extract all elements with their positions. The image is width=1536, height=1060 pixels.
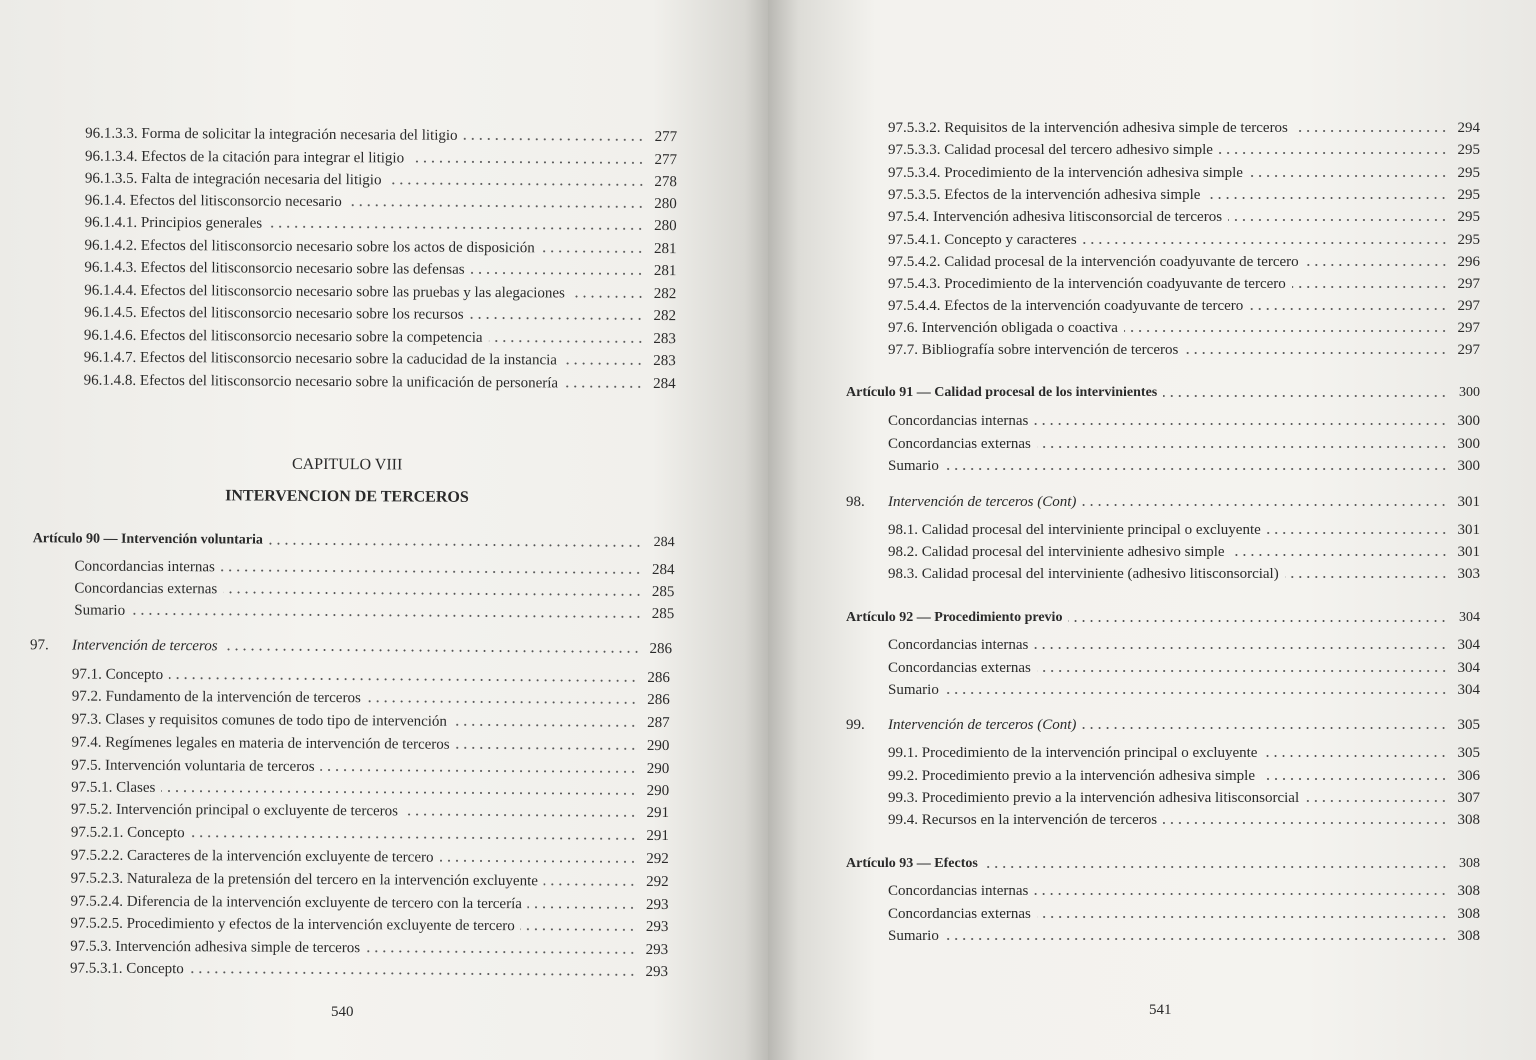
toc-entry-title: 96.1.4.1. Principios generales [84, 214, 263, 232]
toc-entry [71, 823, 669, 845]
toc-entry [888, 565, 1480, 583]
toc-entry-page: 281 [653, 262, 677, 280]
toc-entry [888, 543, 1480, 561]
toc-entry [74, 557, 674, 579]
toc-entry-title: Sumario [888, 458, 939, 474]
toc-entry-title: 97.7. Bibliografía sobre intervención de terceros [888, 342, 1179, 358]
toc-entry-title: Concordancias externas [888, 906, 1031, 922]
toc-entry-title: Artículo 93 — Efectos [846, 856, 978, 871]
toc-entry [84, 259, 676, 281]
toc-section-number: 97. [30, 637, 49, 654]
dot-leader [1037, 445, 1448, 449]
toc-entry [70, 892, 668, 914]
toc-entry [888, 521, 1480, 539]
dot-leader [1124, 329, 1448, 333]
dot-leader [1231, 553, 1448, 557]
toc-entry-title: 97.5.3.1. Concepto [70, 960, 184, 978]
toc-entry-page: 304 [1457, 660, 1480, 676]
toc-entry [71, 869, 669, 891]
toc-entry-page: 294 [1457, 120, 1480, 136]
dot-leader [410, 160, 645, 165]
toc-entry-page: 286 [647, 669, 670, 687]
dot-leader [464, 137, 646, 142]
toc-entry-page: 290 [646, 760, 670, 778]
toc-entry-title: 96.1.4. Efectos del litisconsorcio necesario [84, 192, 342, 211]
toc-entry-page: 304 [1459, 610, 1480, 625]
dot-leader [470, 316, 645, 321]
toc-entry-title: 97.5.4. Intervención adhesiva litisconsorcial de terceros [888, 209, 1223, 225]
toc-entry-page: 291 [646, 827, 669, 845]
toc-entry [888, 186, 1480, 204]
toc-section-heading [846, 493, 1480, 511]
toc-entry-page: 285 [651, 583, 675, 601]
dot-leader [1228, 218, 1448, 222]
toc-entry-page: 292 [646, 873, 669, 891]
toc-entry-page: 283 [653, 330, 676, 348]
toc-entry-title: 97.5.2.2. Caracteres de la intervención excluyente de tercero [70, 847, 434, 866]
toc-section-heading [30, 636, 672, 658]
toc-entry [888, 882, 1480, 900]
dot-leader [1285, 575, 1448, 579]
toc-entry-page: 305 [1457, 745, 1480, 761]
dot-leader [161, 789, 637, 796]
page-number: 540 [331, 1004, 354, 1020]
toc-entry-page: 290 [646, 737, 670, 755]
toc-entry-page: 291 [646, 804, 670, 822]
toc-entry-page: 293 [645, 896, 669, 914]
toc-entry-page: 301 [1457, 522, 1480, 538]
toc-entry-page: 295 [1457, 232, 1480, 248]
toc-entry [888, 457, 1480, 475]
toc-entry-title: 97.4. Regímenes legales en materia de intervención de terceros [71, 734, 450, 753]
toc-entry-page: 293 [645, 918, 669, 936]
toc-entry-page: 293 [645, 941, 669, 959]
toc-entry-page: 284 [651, 561, 675, 579]
dot-leader [1083, 241, 1448, 245]
toc-entry [85, 148, 677, 170]
dot-leader [544, 882, 637, 887]
toc-entry [84, 237, 676, 259]
toc-article-heading [846, 609, 1480, 627]
toc-entry [71, 756, 669, 778]
toc-entry-title: 96.1.4.3. Efectos del litisconsorcio necesario sobre las defensas [84, 259, 465, 278]
dot-leader [224, 647, 641, 654]
toc-entry-page: 280 [654, 196, 677, 213]
dot-leader [945, 691, 1448, 695]
toc-entry [84, 349, 676, 371]
toc-entry-title: 97.5.3.4. Procedimiento de la intervención adhesiva simple [888, 165, 1243, 181]
toc-entry-title: Sumario [888, 928, 939, 944]
toc-entry-title: Sumario [74, 602, 126, 619]
toc-entry [74, 579, 674, 601]
dot-leader [1292, 285, 1448, 289]
toc-entry-title: 99.4. Recursos en la intervención de terceros [888, 812, 1158, 828]
toc-entry [888, 744, 1480, 762]
toc-entry [84, 282, 676, 304]
dot-leader [471, 271, 645, 276]
dot-leader [945, 467, 1448, 471]
toc-entry-title: 96.1.4.7. Efectos del litisconsorcio necesario sobre la caducidad de la instancia [83, 349, 558, 369]
toc-entry [888, 767, 1480, 785]
toc-entry [888, 208, 1480, 226]
toc-article-heading [33, 530, 675, 552]
dot-leader [1294, 129, 1448, 133]
toc-entry [888, 789, 1480, 807]
toc-entry-page: 286 [649, 640, 673, 658]
toc-entry-page: 290 [646, 782, 670, 800]
chapter-subtitle: INTERVENCION DE TERCEROS [225, 487, 469, 506]
dot-leader [564, 384, 644, 388]
toc-entry [74, 601, 674, 623]
toc-entry-title: 99.3. Procedimiento previo a la intervención adhesiva litisconsorcial [888, 790, 1300, 806]
dot-leader [1163, 394, 1448, 398]
toc-entry [888, 681, 1480, 699]
toc-entry-page: 281 [653, 240, 677, 258]
dot-leader [223, 590, 642, 597]
toc-entry [888, 435, 1480, 453]
toc-entry-title: 96.1.3.3. Forma de solicitar la integración necesaria del litigio [85, 125, 458, 144]
toc-entry-page: 300 [1457, 413, 1480, 429]
toc-entry-page: 308 [1457, 928, 1480, 944]
toc-entry [72, 665, 670, 687]
dot-leader [1249, 174, 1448, 178]
dot-leader [439, 859, 636, 864]
toc-entry-page: 283 [653, 352, 676, 370]
toc-entry-title: 97.1. Concepto [71, 666, 164, 684]
dot-leader [1034, 422, 1448, 426]
toc-entry [888, 231, 1480, 249]
toc-entry [888, 141, 1480, 159]
toc-entry [70, 959, 668, 981]
toc-entry [84, 304, 676, 326]
toc-entry-title: Concordancias internas [888, 637, 1029, 653]
toc-entry [888, 811, 1480, 829]
toc-entry [888, 412, 1480, 430]
toc-entry [84, 372, 676, 394]
toc-entry-page: 282 [653, 307, 677, 325]
toc-entry [888, 905, 1480, 923]
toc-entry [85, 214, 677, 236]
toc-entry-title: 97.2. Fundamento de la intervención de terceros [71, 688, 361, 707]
dot-leader [453, 723, 638, 728]
toc-entry-title: 96.1.4.2. Efectos del litisconsorcio necesario sobre los actos de disposición [84, 237, 535, 257]
toc-entry-page: 308 [1457, 812, 1480, 828]
toc-entry-title: Sumario [888, 682, 939, 698]
dot-leader [1037, 915, 1448, 919]
toc-entry-title: 97.5.4.1. Concepto y caracteres [888, 232, 1077, 248]
dot-leader [541, 249, 645, 254]
toc-entry-title: Concordancias internas [888, 413, 1029, 429]
toc-entry [888, 253, 1480, 271]
dot-leader [1163, 821, 1448, 825]
toc-section-number: 98. [846, 494, 865, 510]
toc-entry-page: 285 [651, 605, 675, 623]
toc-entry-page: 297 [1457, 276, 1480, 292]
toc-entry [85, 192, 677, 214]
toc-entry-page: 300 [1457, 436, 1480, 452]
toc-entry [72, 710, 670, 732]
toc-entry [72, 687, 670, 709]
toc-entry-title: 97.5.4.4. Efectos de la intervención coadyuvante de tercero [888, 298, 1244, 314]
toc-entry-title: Concordancias externas [74, 580, 218, 598]
dot-leader [269, 542, 643, 548]
dot-leader [1219, 151, 1448, 155]
toc-entry-title: 98.1. Calidad procesal del interviniente principal o excluyente [888, 522, 1261, 538]
dot-leader [1267, 531, 1448, 535]
dot-leader [1263, 754, 1448, 758]
toc-entry-page: 304 [1457, 637, 1480, 653]
toc-entry-title: 96.1.4.8. Efectos del litisconsorcio necesario sobre la unificación de personería [83, 372, 559, 392]
toc-entry-title: 96.1.3.4. Efectos de la citación para integrar el litigio [84, 148, 405, 167]
toc-entry [71, 846, 669, 868]
toc-entry-page: 282 [653, 285, 677, 303]
dot-leader [521, 927, 637, 932]
toc-entry-title: 97.5.2.3. Naturaleza de la pretensión del tercero en la intervención excluyente [70, 870, 538, 890]
toc-entry-title: 97.5.3.5. Efectos de la intervención adhesiva simple [888, 187, 1201, 203]
toc-entry-title: 98.3. Calidad procesal del interviniente (adhesivo litisconsorcial) [888, 566, 1279, 582]
toc-entry-page: 300 [1457, 458, 1480, 474]
toc-entry [70, 937, 668, 959]
toc-entry [85, 170, 677, 192]
toc-entry-page: 295 [1457, 187, 1480, 203]
dot-leader [321, 768, 638, 774]
toc-entry-page: 306 [1457, 768, 1480, 784]
dot-leader [563, 361, 644, 365]
dot-leader [169, 676, 638, 683]
toc-entry-title: 97.5.3. Intervención adhesiva simple de terceros [70, 938, 361, 957]
dot-leader [984, 865, 1448, 869]
toc-entry-title: 97.5.1. Clases [71, 779, 156, 796]
dot-leader [1261, 777, 1448, 781]
toc-entry [888, 341, 1480, 359]
toc-entry-page: 277 [654, 152, 678, 169]
toc-entry [888, 297, 1480, 315]
toc-entry [71, 733, 669, 755]
toc-entry-page: 280 [654, 218, 677, 235]
chapter-title: CAPITULO VIII [291, 455, 403, 474]
toc-entry-title: 97.5.4.3. Procedimiento de la intervención coadyuvante de tercero [888, 276, 1286, 292]
toc-entry-page: 278 [654, 174, 677, 191]
toc-entry [71, 778, 669, 800]
toc-entry [888, 119, 1480, 137]
toc-article-heading [846, 855, 1480, 873]
dot-leader [268, 225, 645, 231]
toc-entry-page: 308 [1457, 883, 1480, 899]
toc-entry [888, 275, 1480, 293]
toc-entry [85, 125, 677, 147]
dot-leader [366, 949, 636, 955]
toc-entry-title: 97.5.4.2. Calidad procesal de la intervención coadyuvante de tercero [888, 254, 1299, 270]
toc-entry-title: 97.5.2.1. Concepto [70, 824, 185, 842]
toc-entry [888, 319, 1480, 337]
dot-leader [1249, 307, 1448, 311]
toc-entry-page: 300 [1459, 385, 1480, 400]
dot-leader [191, 834, 637, 841]
toc-entry-page: 301 [1457, 544, 1480, 560]
toc-entry-title: Concordancias externas [888, 660, 1031, 676]
dot-leader [528, 905, 637, 910]
toc-entry-page: 295 [1457, 209, 1480, 225]
dot-leader [489, 339, 644, 344]
toc-article-heading [846, 384, 1480, 402]
toc-entry-page: 295 [1457, 142, 1480, 158]
toc-entry-title: 96.1.4.4. Efectos del litisconsorcio necesario sobre las pruebas y las alegaciones [84, 282, 565, 302]
dot-leader [1305, 799, 1448, 803]
toc-entry-title: Intervención de terceros [72, 637, 218, 655]
toc-entry-page: 301 [1457, 494, 1480, 510]
toc-entry-title: 97.5.2.5. Procedimiento y efectos de la intervención excluyente de tercero [70, 915, 515, 935]
dot-leader [1082, 503, 1448, 507]
toc-entry-page: 297 [1457, 320, 1480, 336]
toc-entry-title: Artículo 90 — Intervención voluntaria [32, 531, 263, 548]
dot-leader [1034, 892, 1448, 896]
dot-leader [1184, 351, 1448, 355]
toc-entry [888, 927, 1480, 945]
toc-entry-page: 287 [647, 714, 670, 732]
toc-entry-page: 292 [646, 850, 669, 868]
toc-entry-page: 297 [1457, 342, 1480, 358]
toc-entry-title: 96.1.4.6. Efectos del litisconsorcio necesario sobre la competencia [83, 327, 483, 346]
toc-entry-title: 97.5.2.4. Diferencia de la intervención excluyente de tercero con la tercería [70, 893, 522, 913]
toc-entry-title: Artículo 92 — Procedimiento previo [846, 610, 1063, 625]
toc-entry-title: 97.6. Intervención obligada o coactiva [888, 320, 1118, 336]
toc-entry-page: 277 [654, 129, 678, 146]
toc-entry-title: Concordancias externas [888, 436, 1031, 452]
toc-entry-page: 296 [1457, 254, 1480, 270]
toc-entry-title: Concordancias internas [74, 558, 215, 576]
toc-entry-title: 99.1. Procedimiento de la intervención principal o excluyente [888, 745, 1258, 761]
toc-entry-page: 295 [1457, 165, 1480, 181]
dot-leader [387, 181, 644, 187]
toc-entry-title: Artículo 91 — Calidad procesal de los intervinientes [846, 385, 1158, 400]
toc-entry-title: Intervención de terceros (Cont) [888, 717, 1077, 733]
dot-leader [1305, 263, 1448, 267]
toc-entry [84, 327, 676, 349]
dot-leader [1206, 196, 1448, 200]
toc-entry-page: 286 [647, 691, 670, 709]
toc-entry-title: Intervención de terceros (Cont) [888, 494, 1077, 510]
toc-entry [70, 914, 668, 936]
toc-entry-title: 97.5. Intervención voluntaria de terceros [71, 757, 315, 775]
toc-entry-page: 307 [1457, 790, 1480, 806]
toc-entry-page: 297 [1457, 298, 1480, 314]
toc-entry-page: 308 [1457, 906, 1480, 922]
dot-leader [404, 812, 637, 817]
toc-section-number: 99. [846, 717, 865, 733]
toc-entry-page: 303 [1457, 566, 1480, 582]
toc-entry [888, 164, 1480, 182]
toc-entry-title: 97.3. Clases y requisitos comunes de todo tipo de intervención [71, 711, 448, 730]
dot-leader [456, 746, 638, 751]
toc-entry-title: 96.1.4.5. Efectos del litisconsorcio necesario sobre los recursos [84, 304, 464, 323]
toc-entry-title: 97.5.3.2. Requisitos de la intervención adhesiva simple de terceros [888, 120, 1288, 136]
page-number: 541 [1149, 1002, 1172, 1018]
dot-leader [1037, 669, 1448, 673]
toc-entry-page: 293 [645, 963, 669, 981]
dot-leader [1068, 619, 1448, 623]
dot-leader [348, 203, 645, 209]
toc-entry-title: Concordancias internas [888, 883, 1029, 899]
toc-entry [888, 636, 1480, 654]
dot-leader [190, 970, 636, 977]
dot-leader [571, 294, 644, 298]
toc-entry-page: 305 [1457, 717, 1480, 733]
toc-entry-page: 304 [1457, 682, 1480, 698]
dot-leader [945, 937, 1448, 941]
toc-entry-title: 99.2. Procedimiento previo a la intervención adhesiva simple [888, 768, 1255, 784]
right-page [768, 0, 1536, 1060]
toc-entry-title: 97.5.2. Intervención principal o excluyente de terceros [71, 801, 399, 820]
toc-entry-page: 284 [653, 375, 676, 393]
dot-leader [221, 568, 643, 575]
toc-section-heading [846, 716, 1480, 734]
toc-entry [888, 659, 1480, 677]
toc-entry-page: 308 [1459, 856, 1480, 871]
toc-entry-title: 97.5.3.3. Calidad procesal del tercero adhesivo simple [888, 142, 1213, 158]
toc-entry-title: 96.1.3.5. Falta de integración necesaria del litigio [84, 170, 382, 189]
toc-entry [71, 800, 669, 822]
toc-entry-title: 98.2. Calidad procesal del interviniente adhesivo simple [888, 544, 1225, 560]
dot-leader [367, 699, 638, 705]
dot-leader [131, 612, 642, 619]
toc-entry-page: 284 [653, 535, 675, 551]
dot-leader [1034, 646, 1448, 650]
dot-leader [1082, 726, 1448, 730]
